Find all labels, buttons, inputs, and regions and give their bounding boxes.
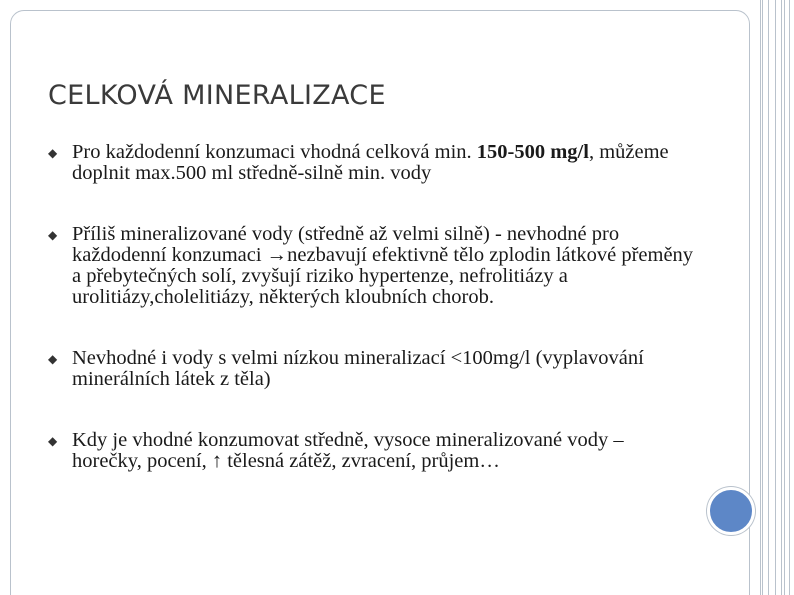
- list-item: [48, 430, 698, 472]
- list-item: [48, 224, 698, 308]
- decorative-stripe: [768, 0, 776, 595]
- decorative-stripe: [781, 0, 785, 595]
- accent-circle: [707, 487, 755, 535]
- diamond-bullet-icon: ◆: [48, 228, 58, 242]
- decorative-stripe: [760, 0, 763, 595]
- decorative-stripe: [789, 0, 792, 595]
- diamond-bullet-icon: ◆: [48, 352, 58, 366]
- list-item: [48, 142, 698, 184]
- bullet-text: Kdy je vhodné konzumovat středně, vysoce mineralizované vody – horečky, pocení, ↑ tělesná zátěž, zvracení, průjem…: [72, 429, 624, 472]
- bullet-list: [48, 142, 698, 472]
- diamond-bullet-icon: ◆: [48, 146, 58, 160]
- slide-title: CELKOVÁ MINERALIZACE: [48, 80, 386, 111]
- bullet-text: Příliš mineralizované vody (středně až velmi silně) - nevhodné pro každodenní konzumaci →nezbavují efektivně tělo zplodin látkové přeměny a přebytečných solí, zvyšují riziko hypertenze, nefrolitiázy a urolitiázy,cholelitiázy, některých kloubních chorob.: [72, 223, 694, 308]
- bullet-text: Pro každodenní konzumaci vhodná celková min. 150-500 mg/l, můžeme doplnit max.500 ml středně-silně min. vody: [72, 141, 669, 184]
- bullet-text: Nevhodné i vody s velmi nízkou mineralizací <100mg/l (vyplavování minerálních látek z těla): [72, 347, 644, 390]
- list-item: [48, 348, 698, 390]
- diamond-bullet-icon: ◆: [48, 434, 58, 448]
